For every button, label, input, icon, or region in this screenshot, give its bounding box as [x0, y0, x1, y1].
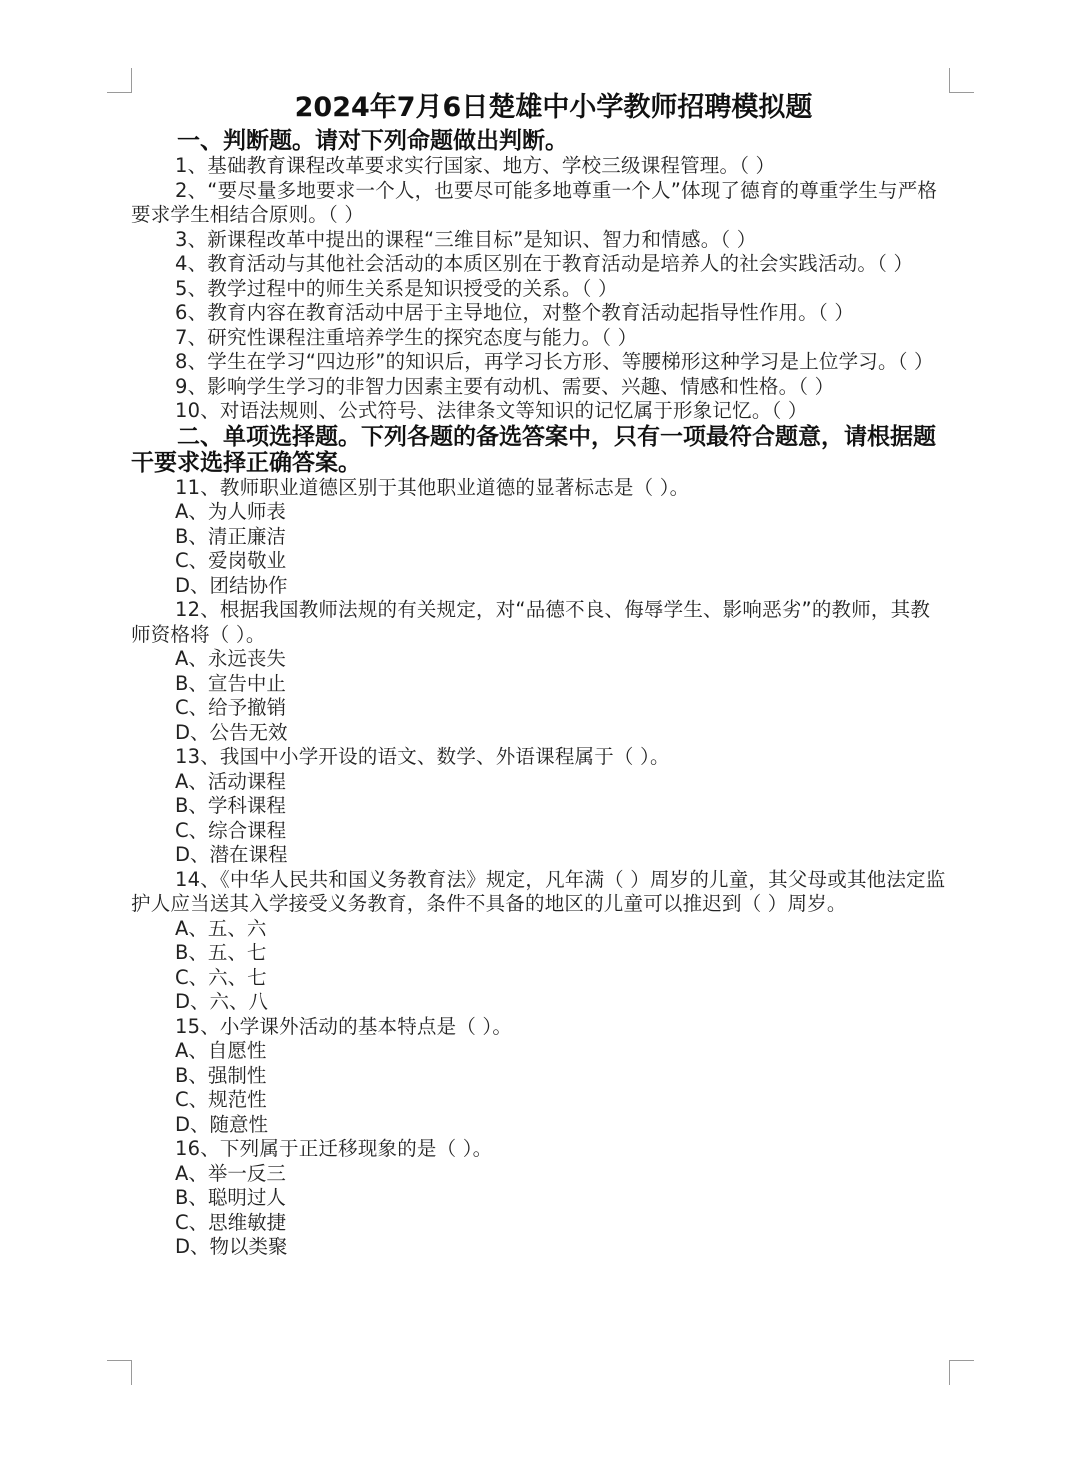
- question-9: 9、影响学生学习的非智力因素主要有动机、需要、兴趣、情感和性格。（ ）: [175, 374, 835, 398]
- question-13-option-b: B、学科课程: [175, 794, 286, 817]
- question-1: 1、基础教育课程改革要求实行国家、地方、学校三级课程管理。（ ）: [175, 154, 776, 177]
- crop-mark-top-right: [949, 68, 974, 93]
- question-16-option-c: C、思维敏捷: [175, 1210, 287, 1234]
- question-13-option-c: C、综合课程: [175, 818, 287, 842]
- question-2: 2、“要尽量多地要求一个人，也要尽可能多地尊重一个人”体现了德育的尊重学生与严格要求学生相结合原则。（ ）: [131, 178, 938, 226]
- question-14-option-d: D、六、八: [175, 990, 269, 1013]
- question-3: 3、新课程改革中提出的课程“三维目标”是知识、智力和情感。（ ）: [175, 227, 757, 251]
- question-13: 13、我国中小学开设的语文、数学、外语课程属于（ ）。: [175, 745, 670, 768]
- question-11-option-c: C、爱岗敬业: [175, 549, 287, 572]
- question-16-option-b: B、聪明过人: [175, 1186, 286, 1209]
- section-1-heading: 一、判断题。请对下列命题做出判断。: [177, 128, 568, 154]
- question-16-option-a: A、举一反三: [175, 1161, 286, 1185]
- question-12-option-c: C、给予撤销: [175, 696, 287, 719]
- question-15-option-b: B、强制性: [175, 1063, 267, 1087]
- document-body: [131, 88, 946, 1260]
- question-6: 6、教育内容在教育活动中居于主导地位，对整个教育活动起指导性作用。（ ）: [175, 301, 855, 324]
- page-title: 2024年7月6日楚雄中小学教师招聘模拟题: [294, 92, 813, 123]
- question-11-option-d: D、团结协作: [175, 573, 288, 597]
- question-12-option-d: D、公告无效: [175, 720, 288, 744]
- question-11: 11、教师职业道德区别于其他职业道德的显著标志是（ ）。: [175, 475, 690, 499]
- question-16-option-d: D、物以类聚: [175, 1235, 288, 1258]
- crop-mark-top-left: [107, 68, 132, 93]
- question-12-option-a: A、永远丧失: [175, 647, 286, 670]
- question-8: 8、学生在学习“四边形”的知识后，再学习长方形、等腰梯形这种学习是上位学习。（ ）: [175, 350, 934, 373]
- question-10: 10、对语法规则、公式符号、法律条文等知识的记忆属于形象记忆。（ ）: [175, 399, 808, 422]
- question-14: 14、《中华人民共和国义务教育法》规定，凡年满（ ）周岁的儿童，其父母或其他法定监护人应当送其入学接受义务教育，条件不具备的地区的儿童可以推迟到（ ）周岁。: [131, 867, 946, 915]
- question-15: 15、小学课外活动的基本特点是（ ）。: [175, 1014, 513, 1038]
- question-13-option-a: A、活动课程: [175, 769, 286, 793]
- question-7: 7、研究性课程注重培养学生的探究态度与能力。（ ）: [175, 325, 638, 349]
- section-2-heading: 二、单项选择题。下列各题的备选答案中，只有一项最符合题意，请根据题干要求选择正确答案。: [131, 423, 936, 476]
- question-11-option-b: B、清正廉洁: [175, 524, 286, 548]
- question-12-option-b: B、宣告中止: [175, 671, 286, 695]
- question-15-option-c: C、规范性: [175, 1088, 267, 1111]
- question-5: 5、教学过程中的师生关系是知识授受的关系。（ ）: [175, 276, 618, 300]
- question-15-option-d: D、随意性: [175, 1112, 269, 1136]
- question-15-option-a: A、自愿性: [175, 1039, 267, 1062]
- question-12: 12、根据我国教师法规的有关规定，对“品德不良、侮辱学生、影响恶劣”的教师，其教师资格将（ ）。: [131, 598, 931, 646]
- crop-mark-bottom-left: [107, 1360, 132, 1385]
- question-16: 16、下列属于正迁移现象的是（ ）。: [175, 1137, 493, 1160]
- question-4: 4、教育活动与其他社会活动的本质区别在于教育活动是培养人的社会实践活动。（ ）: [175, 252, 914, 275]
- crop-mark-bottom-right: [949, 1360, 974, 1385]
- question-14-option-a: A、五、六: [175, 916, 267, 940]
- question-14-option-c: C、六、七: [175, 965, 267, 989]
- question-14-option-b: B、五、七: [175, 941, 267, 964]
- question-13-option-d: D、潜在课程: [175, 843, 288, 866]
- question-11-option-a: A、为人师表: [175, 500, 286, 523]
